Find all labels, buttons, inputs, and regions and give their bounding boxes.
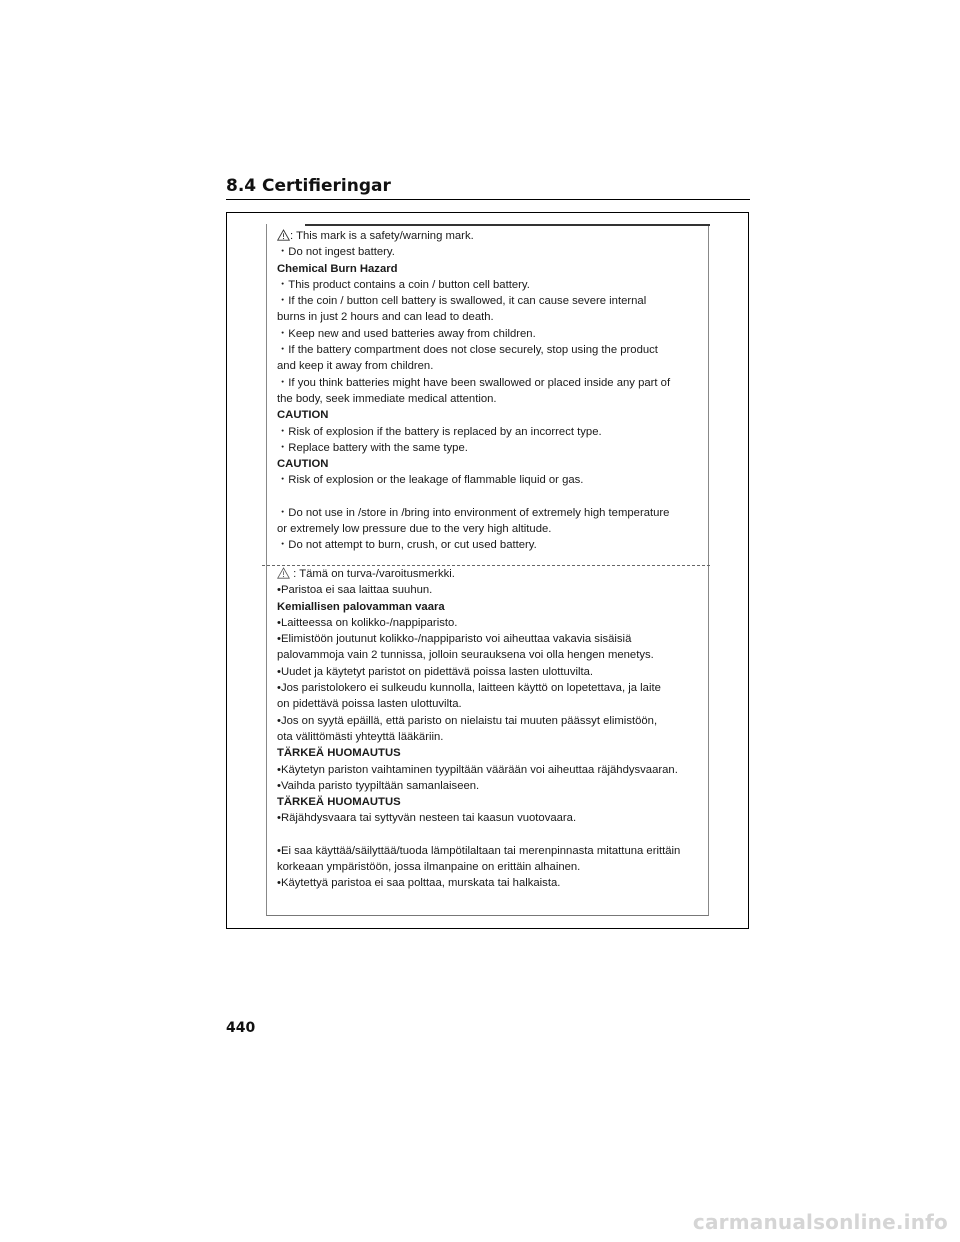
text-line: •Räjähdysvaara tai syttyvän nesteen tai kaasun vuotovaara.	[277, 812, 577, 825]
text-line: korkeaan ympäristöön, jossa ilmanpaine on erittäin alhainen.	[277, 861, 581, 874]
text-line: •Elimistöön joutunut kolikko-/nappiparisto voi aiheuttaa vakavia sisäisiä	[277, 633, 632, 646]
text-line: and keep it away from children.	[277, 360, 434, 373]
text-line: ・Do not use in /store in /bring into environment of extremely high temperature	[277, 506, 670, 519]
text-line: •Käytetyn pariston vaihtaminen tyypiltään väärään voi aiheuttaa räjähdysvaaran.	[277, 763, 678, 776]
section-title: 8.4 Certifieringar	[226, 176, 391, 196]
scan-top-border	[305, 224, 710, 226]
text-line: •Paristoa ei saa laittaa suuhun.	[277, 584, 433, 597]
paragraph-gap	[277, 489, 707, 505]
text-line: ・Do not ingest battery.	[277, 246, 395, 259]
watermark: carmanualsonline.info	[692, 1210, 948, 1234]
warning-triangle-icon	[277, 229, 290, 241]
warning-mark-text: : This mark is a safety/warning mark.	[290, 230, 474, 242]
page-number: 440	[226, 1020, 256, 1036]
text-line: ・Risk of explosion if the battery is replaced by an incorrect type.	[277, 425, 602, 438]
text-line: ・If you think batteries might have been swallowed or placed inside any part of	[277, 376, 671, 389]
text-line: •Uudet ja käytetyt paristot on pidettävä poissa lasten ulottuvilta.	[277, 665, 594, 678]
text-line: ・If the battery compartment does not close securely, stop using the product	[277, 344, 658, 357]
finnish-warning-text	[277, 566, 707, 892]
warning-mark-text: : Tämä on turva-/varoitusmerkki.	[290, 568, 455, 580]
heading-important-notice: TÄRKEÄ HUOMAUTUS	[277, 747, 401, 760]
heading-chemical-burn-hazard: Chemical Burn Hazard	[277, 262, 398, 275]
warning-triangle-icon	[277, 567, 290, 579]
text-line: •Käytettyä paristoa ei saa polttaa, murskata tai halkaista.	[277, 877, 561, 890]
heading-caution: CAUTION	[277, 458, 329, 471]
english-warning-text	[277, 228, 707, 554]
heading-chemical-burn-hazard: Kemiallisen palovamman vaara	[277, 600, 445, 613]
text-line: ・Replace battery with the same type.	[277, 441, 468, 454]
text-line: •Laitteessa on kolikko-/nappiparisto.	[277, 616, 458, 629]
heading-caution: CAUTION	[277, 409, 329, 422]
text-line: ・Risk of explosion or the leakage of flammable liquid or gas.	[277, 474, 584, 487]
text-line: ・Do not attempt to burn, crush, or cut used battery.	[277, 539, 537, 552]
warning-mark-line	[277, 566, 707, 582]
text-line: •Vaihda paristo tyypiltään samanlaiseen.	[277, 779, 480, 792]
paragraph-gap	[277, 827, 707, 843]
section-divider	[226, 199, 750, 200]
text-line: •Jos paristolokero ei sulkeudu kunnolla, laitteen käyttö on lopetettava, ja laite	[277, 682, 661, 695]
text-line: ・If the coin / button cell battery is swallowed, it can cause severe internal	[277, 295, 647, 308]
text-line: ota välittömästi yhteyttä lääkäriin.	[277, 730, 444, 743]
text-line: on pidettävä poissa lasten ulottuvilta.	[277, 698, 462, 711]
text-line: burns in just 2 hours and can lead to death.	[277, 311, 494, 324]
text-line: palovammoja vain 2 tunnissa, jolloin seurauksena voi olla hengen menetys.	[277, 649, 654, 662]
text-line: •Ei saa käyttää/säilyttää/tuoda lämpötilaltaan tai merenpinnasta mitattuna erittäin	[277, 844, 681, 857]
heading-important-notice: TÄRKEÄ HUOMAUTUS	[277, 796, 401, 809]
warning-mark-line	[277, 228, 707, 244]
text-line: ・This product contains a coin / button cell battery.	[277, 278, 530, 291]
text-line: ・Keep new and used batteries away from children.	[277, 327, 536, 340]
text-line: •Jos on syytä epäillä, että paristo on nielaistu tai muuten päässyt elimistöön,	[277, 714, 658, 727]
text-line: or extremely low pressure due to the very high altitude.	[277, 523, 552, 536]
text-line: the body, seek immediate medical attention.	[277, 392, 497, 405]
